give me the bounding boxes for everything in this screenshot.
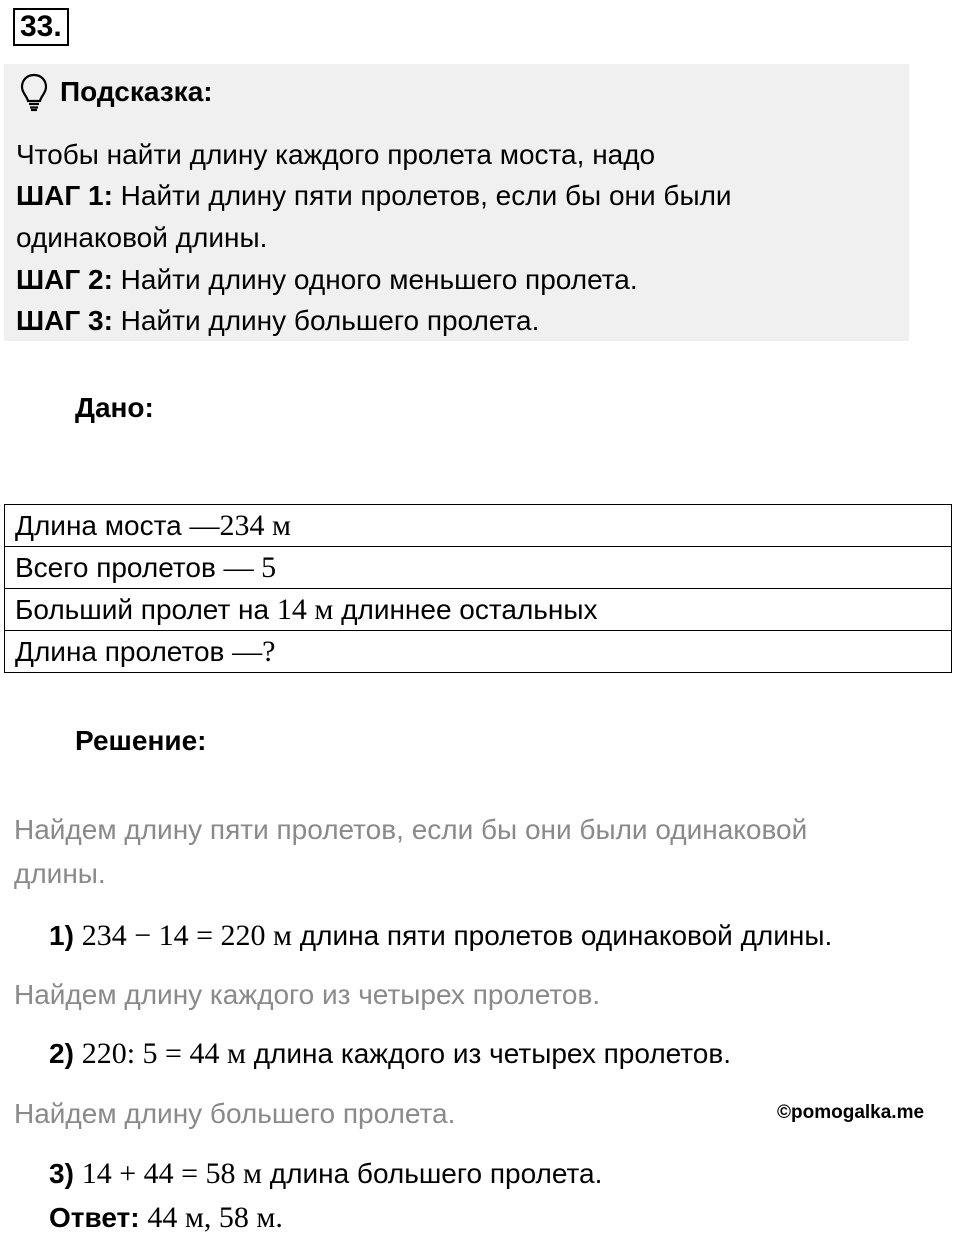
copyright: ©pomogalka.me [777,1102,925,1123]
solution-step-1: 1) 234 − 14 = 220 м длина пяти пролетов одинаковой длины. [49,919,833,952]
solution-note-1-cont: длины. [14,858,106,889]
hint-step-3: ШАГ 3: Найти длину большего пролета. [16,305,540,336]
hint-title: Подсказка: [60,76,213,107]
hint-step-1: ШАГ 1: Найти длину пяти пролетов, если бы они были [16,180,732,211]
lightbulb-icon [18,72,50,112]
solution-step-3: 3) 14 + 44 = 58 м длина большего пролета. [49,1157,603,1190]
solution-note-3: Найдем длину большего пролета. [14,1098,456,1129]
hint-step-1-cont: одинаковой длины. [16,222,268,253]
table-row: Длина моста —234 м [5,505,952,547]
hint-header [18,72,213,112]
answer: Ответ: 44 м, 58 м. [49,1201,283,1234]
solution-note-2: Найдем длину каждого из четырех пролетов. [14,979,601,1010]
table-row: Длина пролетов —? [5,631,952,673]
hint-intro: Чтобы найти длину каждого пролета моста, надо [16,139,656,170]
hint-box [4,64,909,341]
hint-step-2: ШАГ 2: Найти длину одного меньшего пролета. [16,264,638,295]
table-row: Всего пролетов — 5 [5,547,952,589]
given-heading: Дано: [75,392,154,423]
table-row: Больший пролет на 14 м длиннее остальных [5,589,952,631]
solution-step-2: 2) 220: 5 = 44 м длина каждого из четырех пролетов. [49,1037,732,1070]
given-table [4,504,952,673]
solution-heading: Решение: [75,725,207,756]
task-number: 33. [13,8,69,46]
solution-note-1: Найдем длину пяти пролетов, если бы они были одинаковой [14,814,808,845]
